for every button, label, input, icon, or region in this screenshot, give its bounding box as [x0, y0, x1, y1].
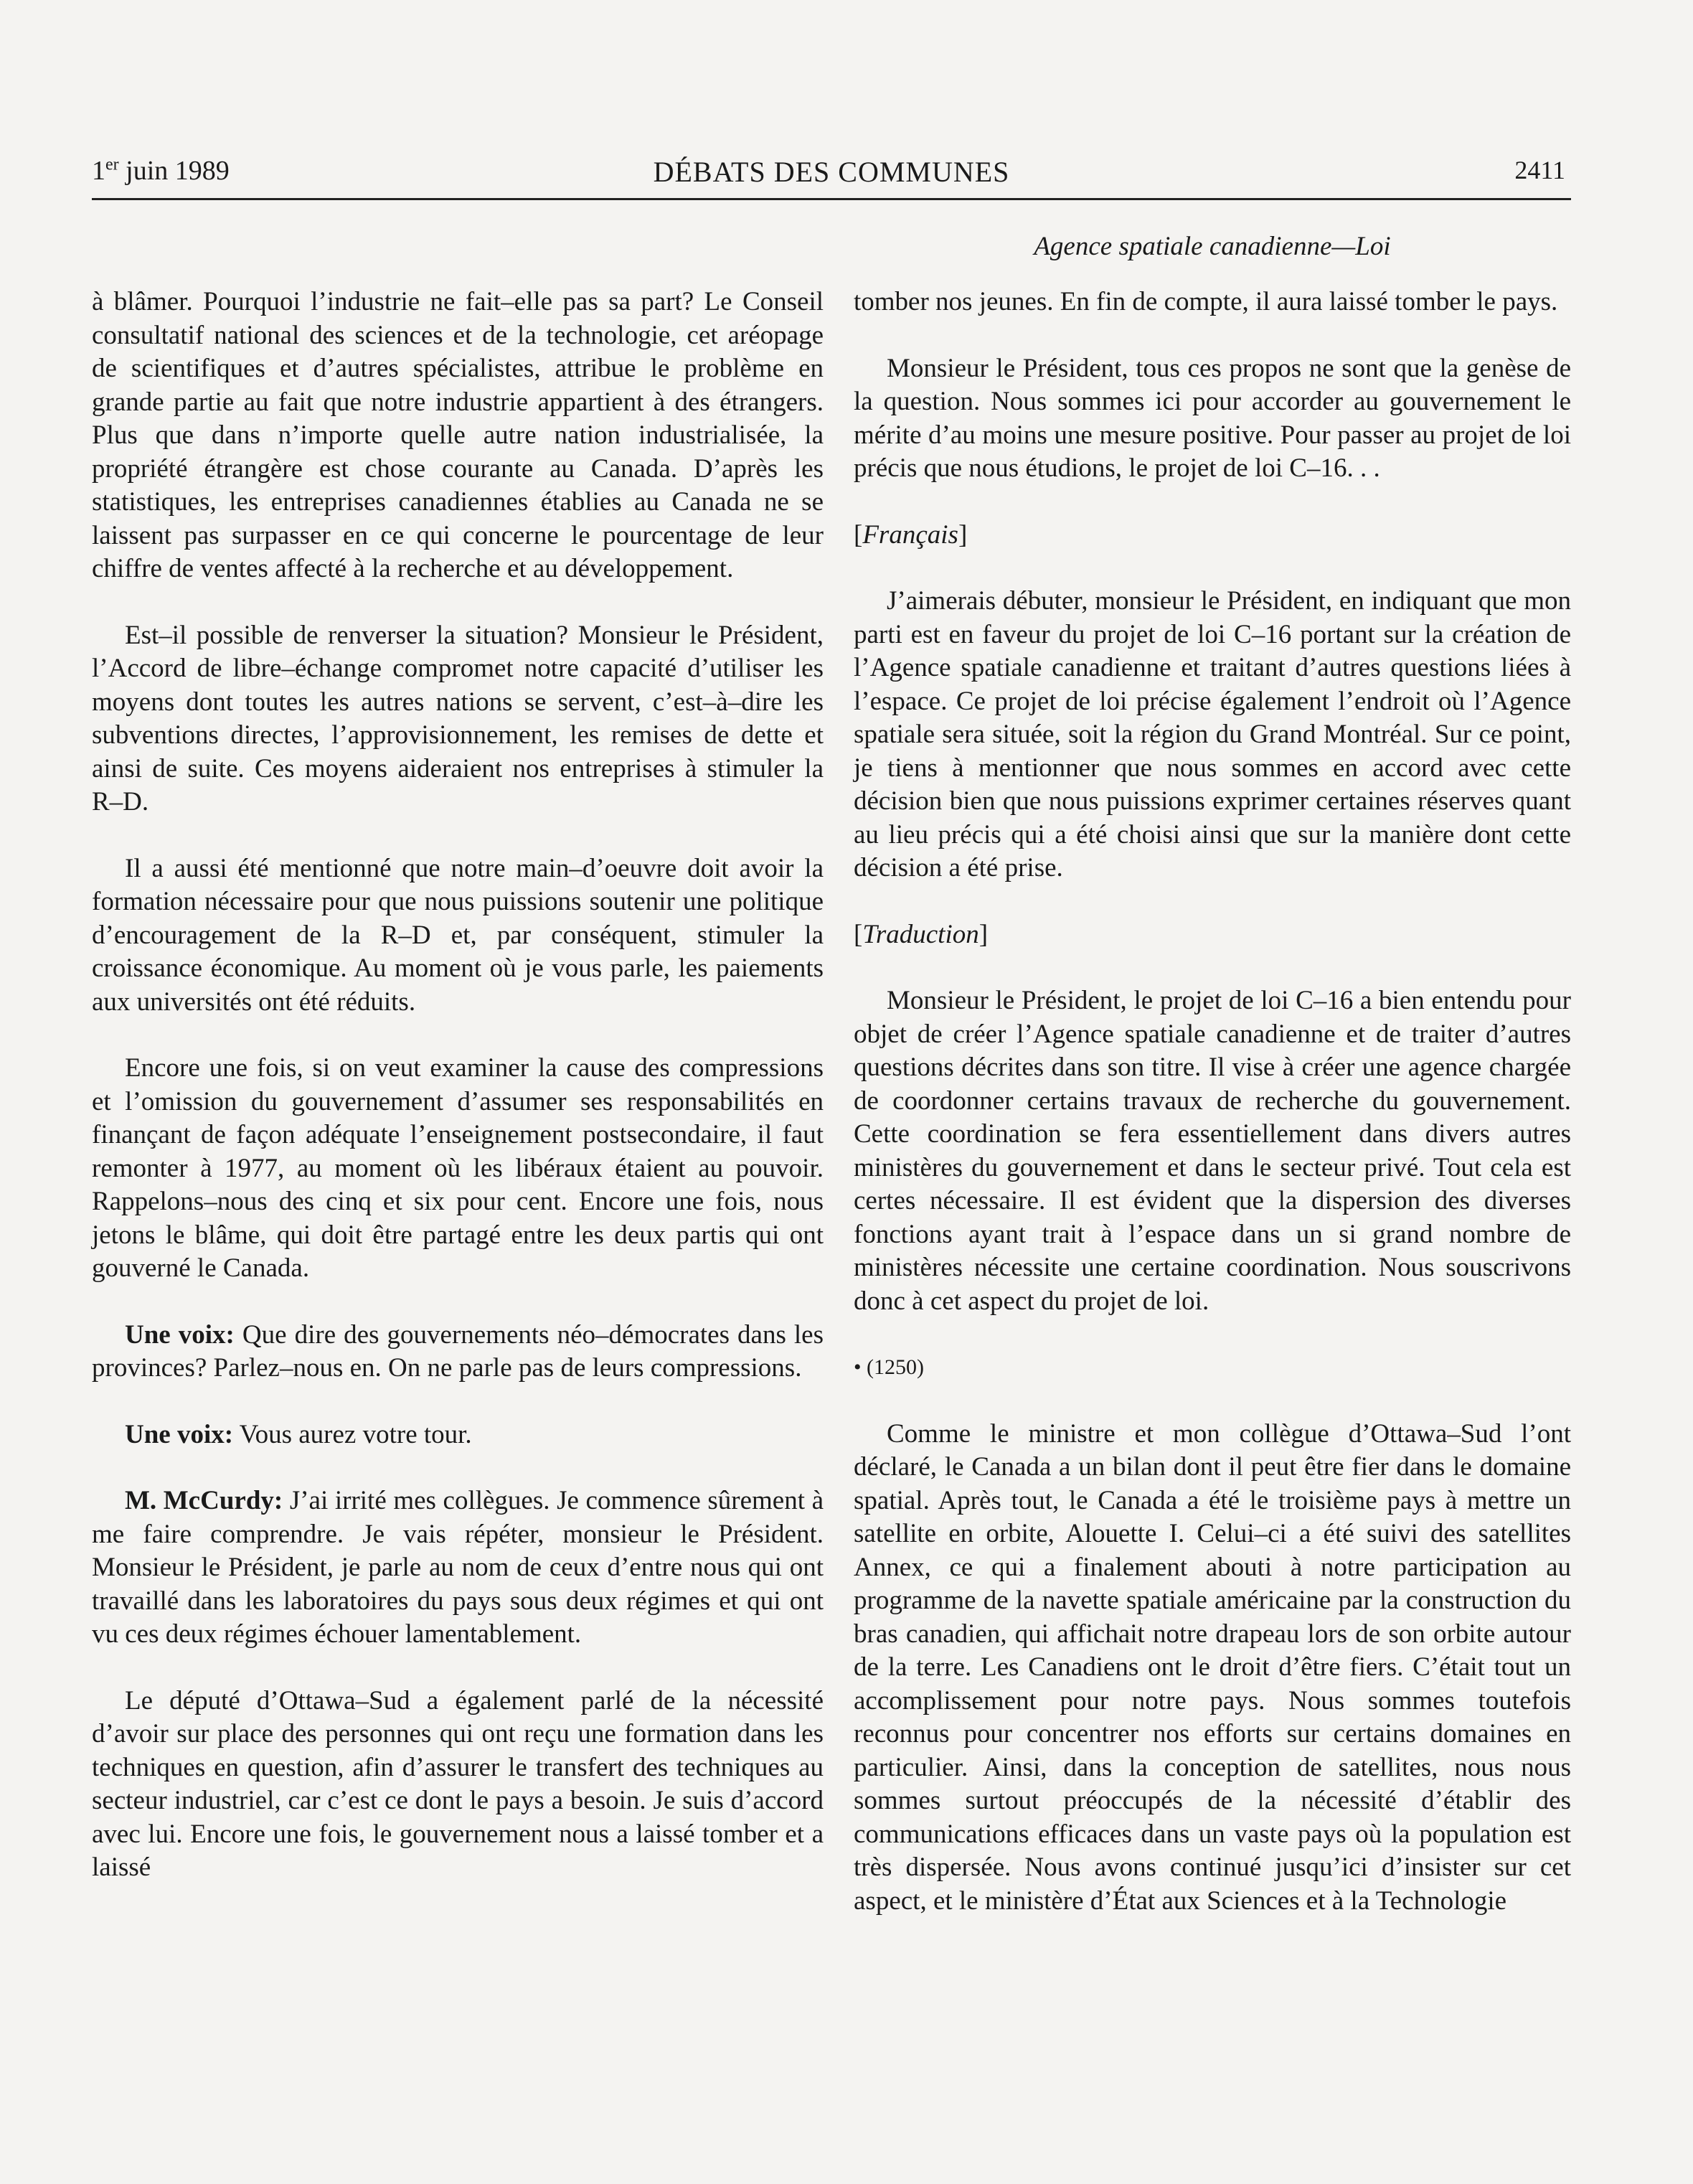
running-head: Agence spatiale canadienne—Loi [1034, 232, 1391, 261]
paragraph: J’aimerais débuter, monsieur le Président, en indiquant que mon parti est en faveur du projet de loi C–16 portant sur la création de l’Agence spatiale canadienne et traitant d’autres questions liées à l’espace. Ce projet de loi précise également l’endroit où l’Agence spatiale sera située, soit la région du Grand Montréal. Sur ce point, je tiens à mentionner que nous sommes en accord avec cette décision bien que nous puissions exprimer certaines réserves quant au lieu précis qui a été choisi ainsi que sur la manière dont cette décision a été prise. [854, 586, 1571, 882]
paragraph: Encore une fois, si on veut examiner la cause des compressions et l’omission du gouvernement d’assumer ses responsabilités en finançant de façon adéquate l’enseignement postsecondaire, il faut remonter à 1977, au moment où les libéraux étaient au pouvoir. Rappelons–nous des cinq et six pour cent. Encore une fois, nous jetons le blâme, qui doit être partagé entre les deux partis qui ont gouverné le Canada. [92, 1053, 824, 1283]
language-tag: [Traduction] [854, 919, 989, 949]
left-column [92, 286, 824, 1918]
paragraph: Comme le ministre et mon collègue d’Ottawa–Sud l’ont déclaré, le Canada a un bilan dont il peut être fier dans le domaine spatial. Après tout, le Canada a été le troisième pays à mettre un satellite en orbite, Alouette I. Celui–ci a été suivi des satellites Annex, ce qui a finalement abouti à notre participation au programme de la navette spatiale américaine par la construction du bras canadien, qui affichait notre drapeau lors de son orbite autour de la terre. Les Canadiens ont le droit d’être fiers. C’était tout un accomplissement pour notre pays. Nous sommes toutefois reconnus pour concentrer nos efforts sur certains domaines en particulier. Ainsi, dans la conception de satellites, nous nous sommes surtout préoccupés de la nécessité d’établir des communications efficaces dans un vaste pays où la population est très dispersée. Nous avons continué jusqu’ici d’insister sur cet aspect, et le ministère d’État aux Sciences et à la Technologie [854, 1418, 1571, 1916]
paragraph: Monsieur le Président, tous ces propos ne sont que la genèse de la question. Nous sommes ici pour accorder au gouvernement le mérite d’au moins une mesure positive. Pour passer au projet de loi précis que nous étudions, le projet de loi C–16. . . [854, 353, 1571, 483]
time-marker: • (1250) [854, 1355, 924, 1379]
header-title: DÉBATS DES COMMUNES [653, 156, 1010, 188]
page-header [92, 155, 1571, 200]
paragraph: Monsieur le Président, le projet de loi C–16 a bien entendu pour objet de créer l’Agence spatiale canadienne et de traiter d’autres questions décrites dans son titre. Il vise à créer une agence chargée de coordonner certains travaux de recherche du gouvernement. Cette coordination se fera essentiellement dans divers autres ministères du gouvernement et dans le secteur privé. Tout cela est certes nécessaire. Il est évident que la dispersion des diverses fonctions ayant trait à l’espace dans un si grand nombre de ministères nécessite une certaine coordination. Nous souscrivons donc à cet aspect du projet de loi. [854, 986, 1571, 1316]
header-page-number: 2411 [1514, 156, 1565, 184]
speech-text: J’ai irrité mes collègues. Je commence sûrement à me faire comprendre. Je vais répéter, monsieur le Président. Monsieur le Président, je parle au nom de ceux d’entre nous qui ont travaillé dans les laboratoires du pays sous deux régimes et qui ont vu ces deux régimes échouer lamentablement. [92, 1486, 824, 1649]
speaker-name: Une voix: [125, 1319, 235, 1350]
language-label: Français [862, 519, 958, 550]
paragraph-continued: à blâmer. Pourquoi l’industrie ne fait–elle pas sa part? Le Conseil consultatif national des sciences et de la technologie, cet aréopage de scientifiques et d’autres spécialistes, attribue le problème en grande partie au fait que notre industrie appartient à des étrangers. Plus que dans n’importe quelle autre nation industrialisée, la propriété étrangère est chose courante au Canada. D’après les statistiques, les entreprises canadiennes établies au Canada ne se laissent pas surpasser en ce qui concerne le pourcentage de leur chiffre de ventes affecté à la recherche et au développement. [92, 287, 824, 583]
paragraph: Le député d’Ottawa–Sud a également parlé de la nécessité d’avoir sur place des personnes qui ont reçu une formation dans les techniques en question, afin d’assurer le transfert des techniques au secteur industriel, car c’est ce dont le pays a besoin. Je suis d’accord avec lui. Encore une fois, le gouvernement nous a laissé tomber et a laissé [92, 1685, 824, 1882]
right-column [854, 286, 1571, 1951]
paragraph: Il a aussi été mentionné que notre main–d’oeuvre doit avoir la formation nécessaire pour que nous puissions soutenir une politique d’encouragement de la R–D et, par conséquent, stimuler la croissance économique. Au moment où je vous parle, les paiements aux universités ont été réduits. [92, 853, 824, 1017]
speaker-name: Une voix: [125, 1419, 234, 1449]
speech-paragraph [92, 1319, 824, 1385]
language-label: Traduction [862, 919, 979, 949]
paragraph-continued: tomber nos jeunes. En fin de compte, il aura laissé tomber le pays. [854, 287, 1558, 316]
speech-text: Que dire des gouvernements néo–démocrates dans les provinces? Parlez–nous en. On ne parle pas de leurs compressions. [92, 1319, 824, 1383]
speech-paragraph [92, 1484, 824, 1652]
paragraph: Est–il possible de renverser la situation? Monsieur le Président, l’Accord de libre–échange compromet notre capacité d’utiliser les moyens dont toutes les autres nations se servent, c’est–à–dire les subventions directes, l’approvisionnement, les remises de dette et ainsi de suite. Ces moyens aideraient nos entreprises à stimuler la R–D. [92, 620, 824, 816]
speech-paragraph [92, 1418, 824, 1452]
language-tag: [Français] [854, 519, 968, 550]
header-date: 1er juin 1989 [92, 155, 230, 186]
speech-text: Vous aurez votre tour. [233, 1419, 472, 1449]
speaker-name: M. McCurdy: [125, 1486, 283, 1515]
